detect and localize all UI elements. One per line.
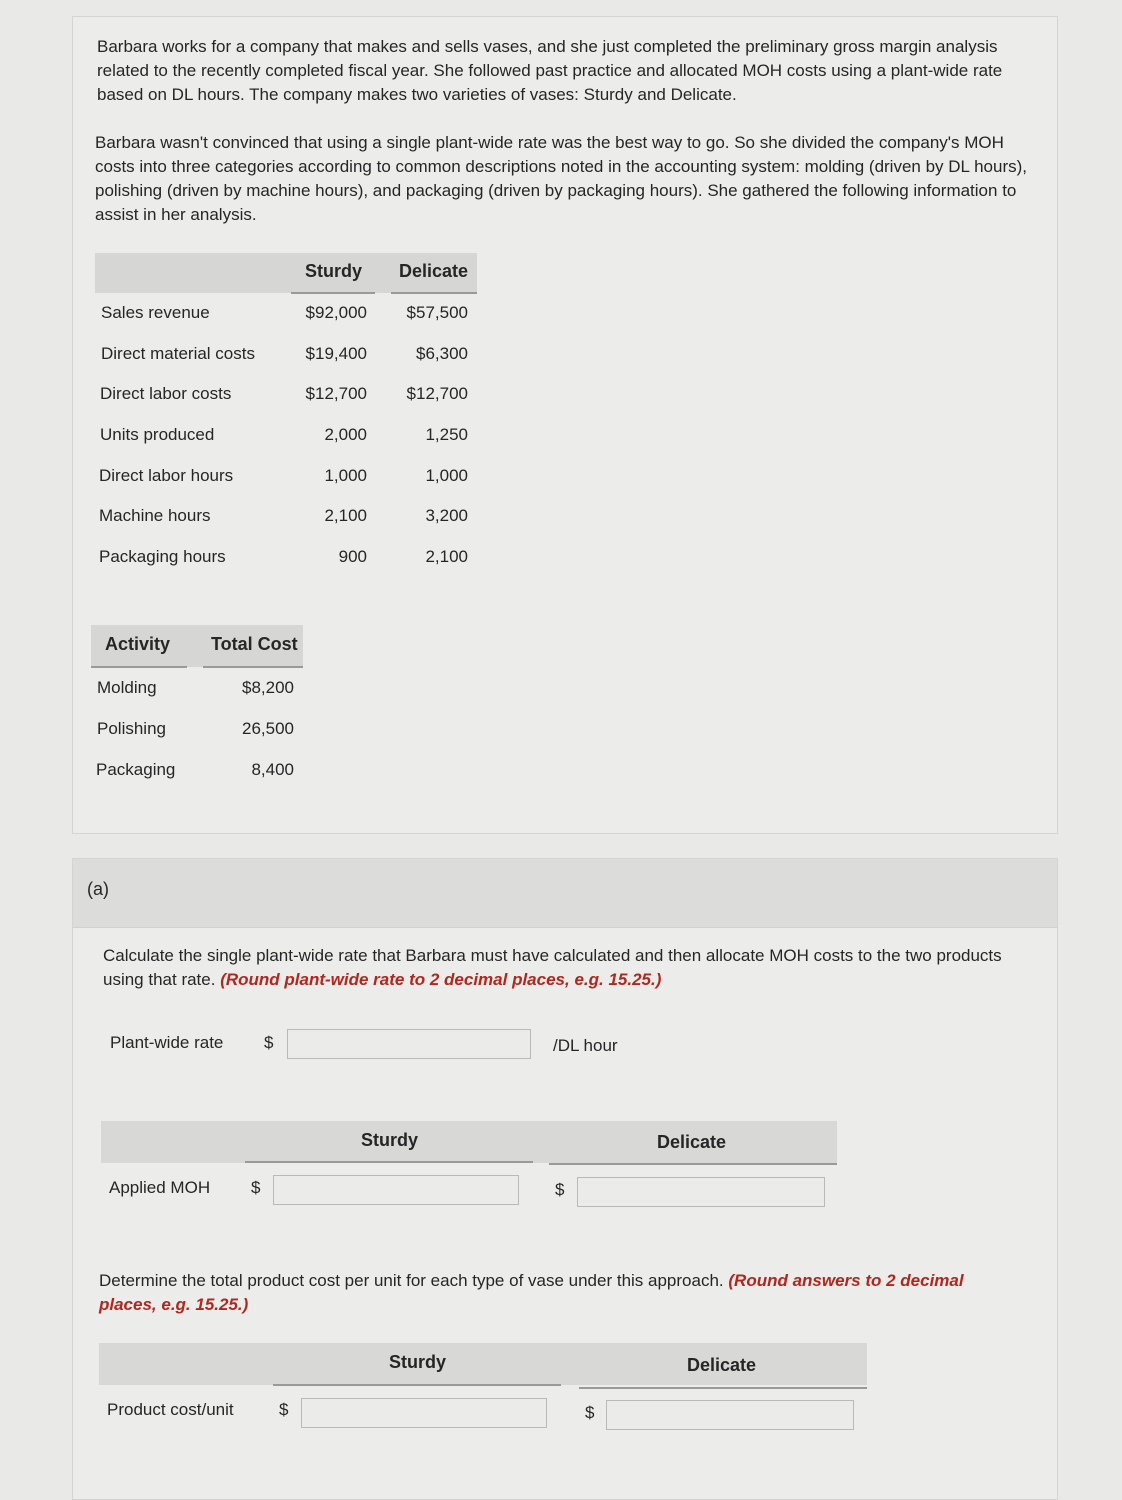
col-delicate: Delicate (657, 1132, 727, 1152)
underline-col-sturdy (245, 1161, 533, 1163)
applied-moh-header (101, 1121, 837, 1163)
header-delicate: Delicate (399, 261, 469, 281)
row-label: Sales revenue (101, 303, 210, 322)
problem-paragraph-1: Barbara works for a company that makes and sells vases, and she just completed the preliminary gross margin analysis related to the recently completed fiscal year. She followed past practice and allocated MOH costs using a plant-wide rate based on DL hours. The company makes two varieties of vases: Sturdy and Delicate. (97, 37, 1003, 104)
currency-symbol: $ (555, 1180, 565, 1199)
row-label: Direct labor costs (100, 384, 232, 403)
product-cost-sturdy-input[interactable] (301, 1398, 547, 1428)
row-label: Units produced (100, 425, 215, 444)
row-label: Direct material costs (101, 344, 255, 363)
underline-col-delicate (549, 1163, 837, 1165)
underline-col-sturdy (273, 1384, 561, 1386)
applied-moh-delicate-input[interactable] (577, 1177, 825, 1207)
cell-delicate: $6,300 (416, 344, 468, 363)
underline-delicate (391, 292, 477, 294)
underline-sturdy (291, 292, 375, 294)
cost-cell: 26,500 (242, 719, 294, 738)
cost-cell: $8,200 (242, 678, 294, 697)
cell-delicate: 3,200 (425, 506, 468, 525)
cost-cell: 8,400 (251, 760, 294, 779)
part-a-panel (72, 858, 1058, 1500)
currency-symbol: $ (585, 1403, 595, 1422)
part-a-instruction (103, 944, 1023, 992)
product-cost-label: Product cost/unit (107, 1400, 234, 1419)
cell-sturdy: $12,700 (305, 384, 367, 403)
part-a-instruction-2 (99, 1269, 1019, 1317)
cell-sturdy: 900 (338, 547, 367, 566)
cell-sturdy: $92,000 (305, 303, 367, 322)
row-label: Packaging hours (99, 547, 226, 566)
applied-moh-label: Applied MOH (109, 1178, 211, 1197)
problem-paragraph-2: Barbara wasn't convinced that using a single plant-wide rate was the best way to go. So she divided the company's MOH costs into three categories according to common descriptions noted in the accounting system: molding (driven by DL hours), polishing (driven by machine hours), and packaging (driven by packaging hours). She gathered the following information to assist in her analysis. (95, 133, 1028, 224)
instruction-text: Calculate the single plant-wide rate that Barbara must have calculated and then allocate MOH costs to the two products using that rate. (103, 946, 1002, 989)
row-label: Machine hours (99, 506, 211, 525)
problem-panel (72, 16, 1058, 834)
applied-moh-sturdy-input[interactable] (273, 1175, 519, 1205)
cell-delicate: 1,250 (425, 425, 468, 444)
col-delicate: Delicate (687, 1355, 757, 1375)
header-activity: Activity (105, 634, 171, 654)
cell-delicate: $12,700 (406, 384, 468, 403)
part-a-header (73, 859, 1057, 928)
cell-sturdy: 1,000 (324, 466, 367, 485)
product-cost-delicate-input[interactable] (606, 1400, 854, 1430)
instruction-hint: (Round plant-wide rate to 2 decimal places, e.g. 15.25.) (220, 970, 662, 989)
cell-delicate: $57,500 (406, 303, 468, 322)
underline-activity (91, 666, 187, 668)
plant-wide-rate-label: Plant-wide rate (110, 1033, 224, 1052)
rate-unit-label: /DL hour (553, 1036, 618, 1055)
activity-cell: Packaging (96, 760, 176, 779)
row-label: Direct labor hours (99, 466, 234, 485)
underline-col-delicate (579, 1387, 867, 1389)
activity-cell: Molding (97, 678, 157, 697)
cell-sturdy: 2,000 (324, 425, 367, 444)
part-a-label: (a) (87, 879, 109, 899)
plant-wide-rate-input[interactable] (287, 1029, 531, 1059)
col-sturdy: Sturdy (361, 1130, 419, 1150)
cell-delicate: 1,000 (425, 466, 468, 485)
cell-sturdy: $19,400 (305, 344, 367, 363)
currency-symbol: $ (251, 1178, 261, 1197)
col-sturdy: Sturdy (389, 1352, 447, 1372)
cell-delicate: 2,100 (425, 547, 468, 566)
activity-cell: Polishing (97, 719, 166, 738)
currency-symbol: $ (279, 1400, 289, 1419)
header-sturdy: Sturdy (305, 261, 363, 281)
underline-total-cost (203, 666, 303, 668)
currency-symbol: $ (264, 1033, 274, 1052)
product-cost-header (99, 1343, 867, 1385)
cell-sturdy: 2,100 (324, 506, 367, 525)
instruction2-hint: (Round answers to 2 decimal places, e.g. 15.25.) (99, 1271, 964, 1314)
instruction2-text: Determine the total product cost per unit for each type of vase under this approach. (99, 1271, 724, 1290)
header-total-cost: Total Cost (211, 634, 298, 654)
